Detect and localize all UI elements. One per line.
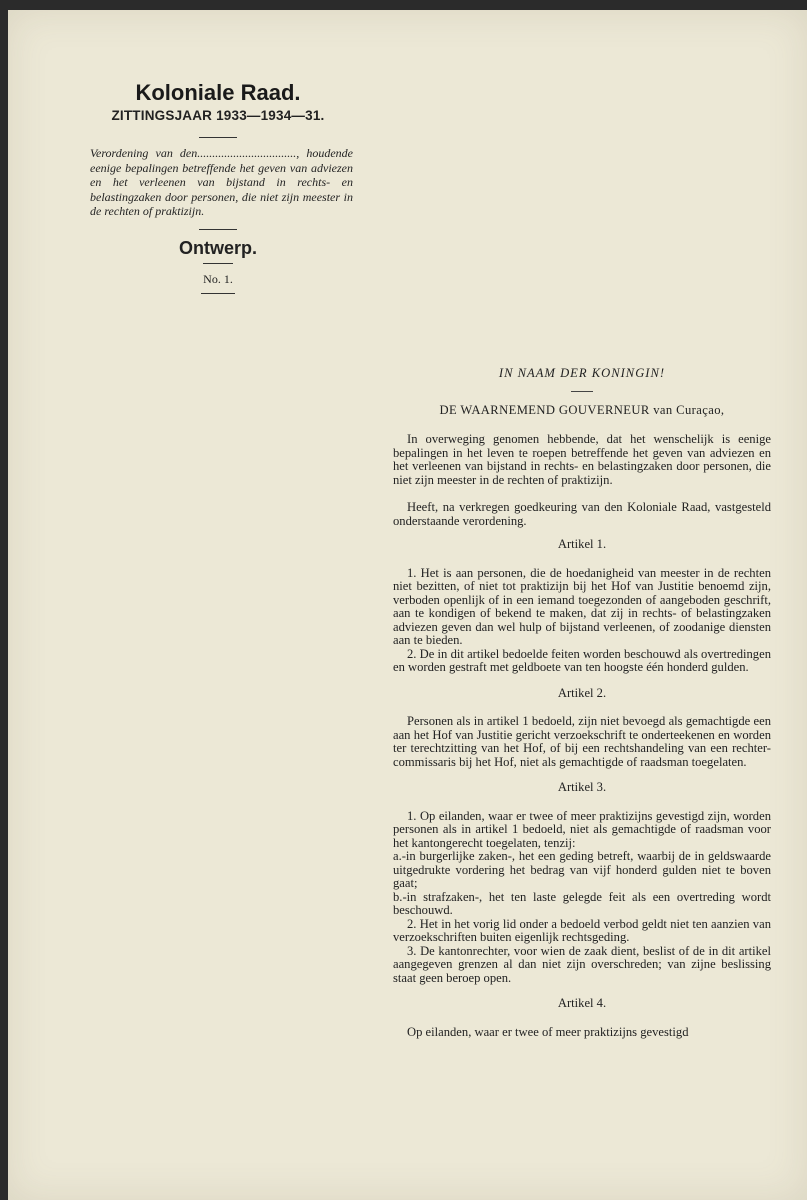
bleed-through-text xyxy=(388,80,778,380)
divider xyxy=(199,229,237,230)
draft-number: No. 1. xyxy=(203,271,233,286)
document-page xyxy=(8,10,807,1200)
enactment-clause: Heeft, na verkregen goedkeuring van den Koloniale Raad, vastgesteld onderstaande verordening. xyxy=(393,500,771,528)
article-1-heading: Artikel 1. xyxy=(557,537,607,551)
ordinance-description: Verordening van den................................., houdende eenige bepalingen betreffende het geven van adviezen en het verleenen van bijstand in rechts- en belastingzaken door personen, die niet zijn meester in de rechten of praktizijn. xyxy=(90,146,353,218)
article-3-item-b: b.-in strafzaken-, het ten laste gelegde feit als een overtreding wordt beschouwd. xyxy=(393,889,771,917)
session-year: ZITTINGSJAAR 1933—1934—31. xyxy=(111,108,325,123)
article-1-para-2: 2. De in dit artikel bedoelde feiten worden beschouwd als overtredingen en worden gestraft met geldboete van ten hoogste één honderd gulden. xyxy=(393,646,771,674)
article-1-para-1: 1. Het is aan personen, die de hoedanigheid van meester in de rechten niet bezitten, of niet tot praktizijn bij het Hof van Justitie benoemd zijn, verboden openlijk of in een iemand toegezonden of aangeboden geschrift, aan te kondigen of bekend te maken, dat zij in rechts- of belastingzaken adviezen geven dan wel hulp of bijstand verleenen, of zoodanige diensten aan te bieden. xyxy=(393,565,771,647)
article-3-para-1: 1. Op eilanden, waar er twee of meer praktizijns gevestigd zijn, worden personen als in artikel 1 bedoeld, niet als gemachtigde of raadsman voor het kantongerecht toegelaten, tenzij: xyxy=(393,808,771,850)
divider xyxy=(199,137,237,138)
divider xyxy=(201,293,235,294)
article-4-heading: Artikel 4. xyxy=(557,996,607,1010)
article-4-para-1: Op eilanden, waar er twee of meer praktizijns gevestigd xyxy=(407,1024,689,1039)
article-3-para-3: 3. De kantonrechter, voor wien de zaak dient, beslist of de in dit artikel aangegeven grenzen al dan niet zijn overschreden; van zijne beslissing staat geen beroep open. xyxy=(393,943,771,985)
governor-line: DE WAARNEMEND GOUVERNEUR van Curaçao, xyxy=(439,402,725,417)
divider xyxy=(571,391,593,392)
draft-title: Ontwerp. xyxy=(178,237,257,258)
divider xyxy=(203,263,233,264)
article-2-heading: Artikel 2. xyxy=(557,685,607,700)
council-title: Koloniale Raad. xyxy=(135,80,301,105)
article-3-item-a: a.-in burgerlijke zaken-, het een geding betreft, waarbij de in geldswaarde uitgedrukte vordering het bedrag van vijf honderd gulden niet te boven gaat; xyxy=(393,849,771,890)
ordinance-body xyxy=(393,367,771,1039)
header-block xyxy=(83,80,353,302)
article-2-para-1: Personen als in artikel 1 bedoeld, zijn niet bevoegd als gemachtigde een aan het Hof van Justitie gericht verzoekschrift te onderteekenen en worden ter terechtzitting van het Hof, of bij een rechtshandeling van een rechter-commissaris bij het Hof, niet als gemachtigde of raadsman toegelaten. xyxy=(393,714,771,769)
preamble: In overweging genomen hebbende, dat het wenschelijk is eenige bepalingen in het leven te roepen betreffende het geven van adviezen en het verleenen van bijstand in rechts- en belastingzaken door personen, die niet zijn meester in de rechten of praktizijn. xyxy=(393,432,771,487)
article-3-para-2: 2. Het in het vorig lid onder a bedoeld verbod geldt niet ten aanzien van verzoekschriften buiten eigenlijk rechtsgeding. xyxy=(393,916,771,944)
invocation: IN NAAM DER KONINGIN! xyxy=(498,366,666,380)
article-3-heading: Artikel 3. xyxy=(557,780,607,794)
